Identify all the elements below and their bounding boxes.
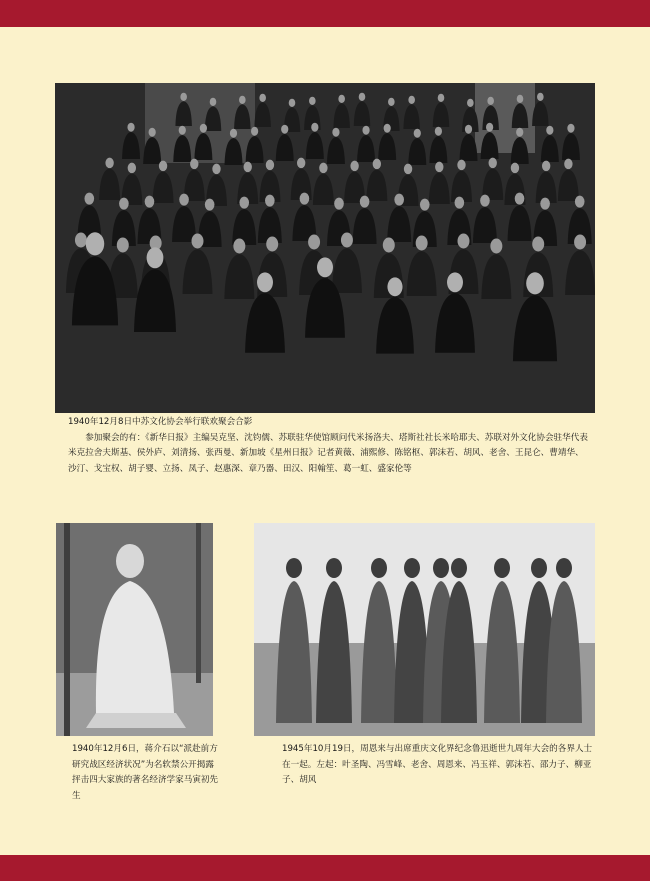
group-photo-caption: [68, 415, 588, 477]
outdoor-photo-caption: [282, 742, 598, 789]
group-photo: [55, 83, 595, 413]
outdoor-group-photo: [254, 523, 595, 736]
portrait-photo-caption: [72, 742, 220, 804]
top-red-band: [0, 0, 650, 27]
group-photo-caption-title: 1940年12月8日中苏文化协会举行联欢聚会合影: [68, 417, 253, 427]
outdoor-photo-caption-body: 1945年10月19日，周恩来与出席重庆文化界纪念鲁迅逝世九周年大会的各界人士在一起。左起：叶圣陶、冯雪峰、老舍、周恩来、冯玉祥、郭沫若、邵力子、柳亚子、胡风: [282, 744, 593, 785]
group-photo-caption-body: 参加聚会的有：《新华日报》主编吴克坚、沈钧儒、苏联驻华使馆顾问代米扬洛夫、塔斯社社长米哈耶夫、苏联对外文化协会驻华代表米克拉舍夫斯基、侯外庐、刘清扬、张西曼、新加坡《星州日报》记者黄薇、浦熙修、陈铭枢、郭沫若、胡风、老舍、王昆仑、曹靖华、沙汀、戈宝权、胡子婴、立扬、凤子、赵惠深、章乃器、田汉、阳翰笙、葛一虹、盛家伦等: [68, 432, 588, 474]
bottom-red-band: [0, 855, 650, 881]
portrait-photo-caption-body: 1940年12月6日，蒋介石以“派赴前方研究战区经济状况”为名软禁公开揭露抨击四大家族的著名经济学家马寅初先生: [72, 744, 219, 801]
portrait-photo: [56, 523, 213, 736]
